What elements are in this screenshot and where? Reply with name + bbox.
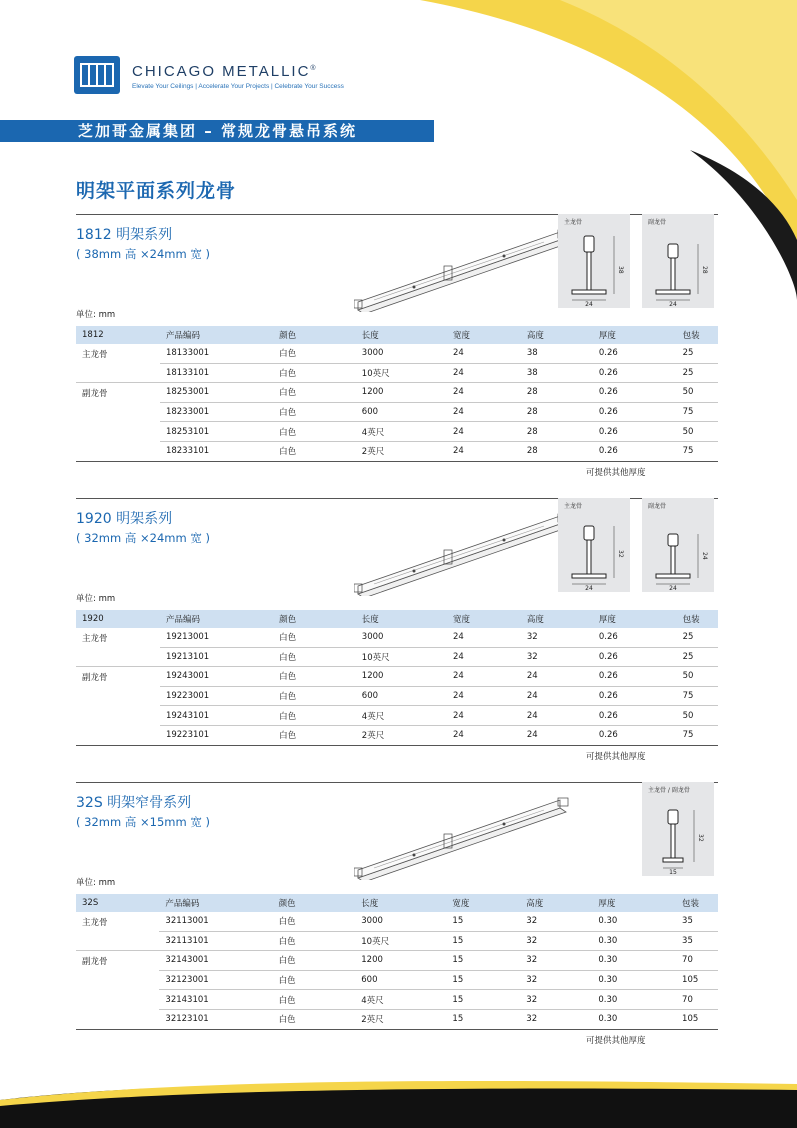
table-row: 副龙骨 19243001 白色 1200 24 24 0.26 50: [76, 667, 718, 687]
chicago-metallic-logo-icon: [74, 56, 120, 94]
brand-tagline: Elevate Your Ceilings | Accelerate Your Projects | Celebrate Your Success: [132, 83, 344, 90]
svg-text:38: 38: [617, 266, 624, 274]
series-1812: [76, 214, 718, 484]
profile-main-runner: 主龙骨 24 38: [558, 214, 630, 308]
table-row: 19223101 白色 2英尺 24 24 0.26 75: [76, 725, 718, 745]
table-header-row: 32S 产品编码 颜色 长度 宽度 高度 厚度 包装: [76, 894, 718, 912]
svg-text:24: 24: [585, 585, 593, 592]
spec-table: [76, 894, 718, 1030]
svg-text:15: 15: [669, 869, 677, 876]
series-subtitle: ( 32mm 高 ×15mm 宽 ): [76, 815, 210, 829]
thickness-note: 可提供其他厚度: [586, 468, 646, 478]
table-row: 32113101 白色 10英尺 15 32 0.30 35: [76, 931, 718, 951]
svg-text:24: 24: [669, 301, 677, 308]
table-row: 主龙骨 19213001 白色 3000 24 32 0.26 25: [76, 628, 718, 647]
thickness-note: 可提供其他厚度: [586, 752, 646, 762]
table-row: 主龙骨 18133001 白色 3000 24 38 0.26 25: [76, 344, 718, 363]
svg-text:24: 24: [669, 585, 677, 592]
divider: [76, 782, 718, 783]
unit-label: 单位: mm: [76, 878, 116, 888]
svg-text:28: 28: [701, 266, 708, 274]
spec-table: [76, 326, 718, 462]
series-subtitle: ( 32mm 高 ×24mm 宽 ): [76, 531, 210, 545]
header-banner: 芝加哥金属集团 – 常规龙骨悬吊系统: [0, 120, 434, 142]
page-title: 明架平面系列龙骨: [76, 180, 237, 202]
spec-table: [76, 610, 718, 746]
series-32s: [76, 782, 718, 1052]
t-bar-illustration: [354, 222, 574, 312]
table-row: 18253101 白色 4英尺 24 28 0.26 50: [76, 422, 718, 442]
table-row: 19243101 白色 4英尺 24 24 0.26 50: [76, 706, 718, 726]
table-row: 19223001 白色 600 24 24 0.26 75: [76, 686, 718, 706]
table-row: 19213101 白色 10英尺 24 32 0.26 25: [76, 647, 718, 667]
table-row: 18233101 白色 2英尺 24 28 0.26 75: [76, 441, 718, 461]
svg-text:32: 32: [697, 834, 704, 842]
svg-text:24: 24: [701, 552, 708, 560]
table-row: 副龙骨 32143001 白色 1200 15 32 0.30 70: [76, 951, 718, 971]
table-row: 32143101 白色 4英尺 15 32 0.30 70: [76, 990, 718, 1010]
series-title: 32S 明架窄骨系列: [76, 795, 192, 811]
series-subtitle: ( 38mm 高 ×24mm 宽 ): [76, 247, 210, 261]
table-row: 主龙骨 32113001 白色 3000 15 32 0.30 35: [76, 912, 718, 931]
profile-main-runner: 主龙骨 24 32: [558, 498, 630, 592]
svg-text:24: 24: [585, 301, 593, 308]
brand-logo: [74, 56, 344, 94]
brand-name: CHICAGO METALLIC®: [132, 63, 318, 80]
table-row: 副龙骨 18253001 白色 1200 24 28 0.26 50: [76, 383, 718, 403]
table-row: 18133101 白色 10英尺 24 38 0.26 25: [76, 363, 718, 383]
series-title: 1812 明架系列: [76, 227, 173, 243]
table-header-row: 1812 产品编码 颜色 长度 宽度 高度 厚度 包装: [76, 326, 718, 344]
table-row: 18233001 白色 600 24 28 0.26 75: [76, 402, 718, 422]
series-1920: [76, 498, 718, 768]
series-title: 1920 明架系列: [76, 511, 173, 527]
profile-cross-tee: 副龙骨 24 28: [642, 214, 714, 308]
table-row: 32123101 白色 2英尺 15 32 0.30 105: [76, 1009, 718, 1029]
svg-text:32: 32: [617, 550, 624, 558]
unit-label: 单位: mm: [76, 310, 116, 320]
table-row: 32123001 白色 600 15 32 0.30 105: [76, 970, 718, 990]
thickness-note: 可提供其他厚度: [586, 1036, 646, 1046]
profile-main-cross-runner: 主龙骨 / 副龙骨 15 32: [642, 782, 714, 876]
table-header-row: 1920 产品编码 颜色 长度 宽度 高度 厚度 包装: [76, 610, 718, 628]
t-bar-illustration: [354, 506, 574, 596]
t-bar-illustration: [354, 790, 574, 880]
unit-label: 单位: mm: [76, 594, 116, 604]
profile-cross-tee: 副龙骨 24 24: [642, 498, 714, 592]
